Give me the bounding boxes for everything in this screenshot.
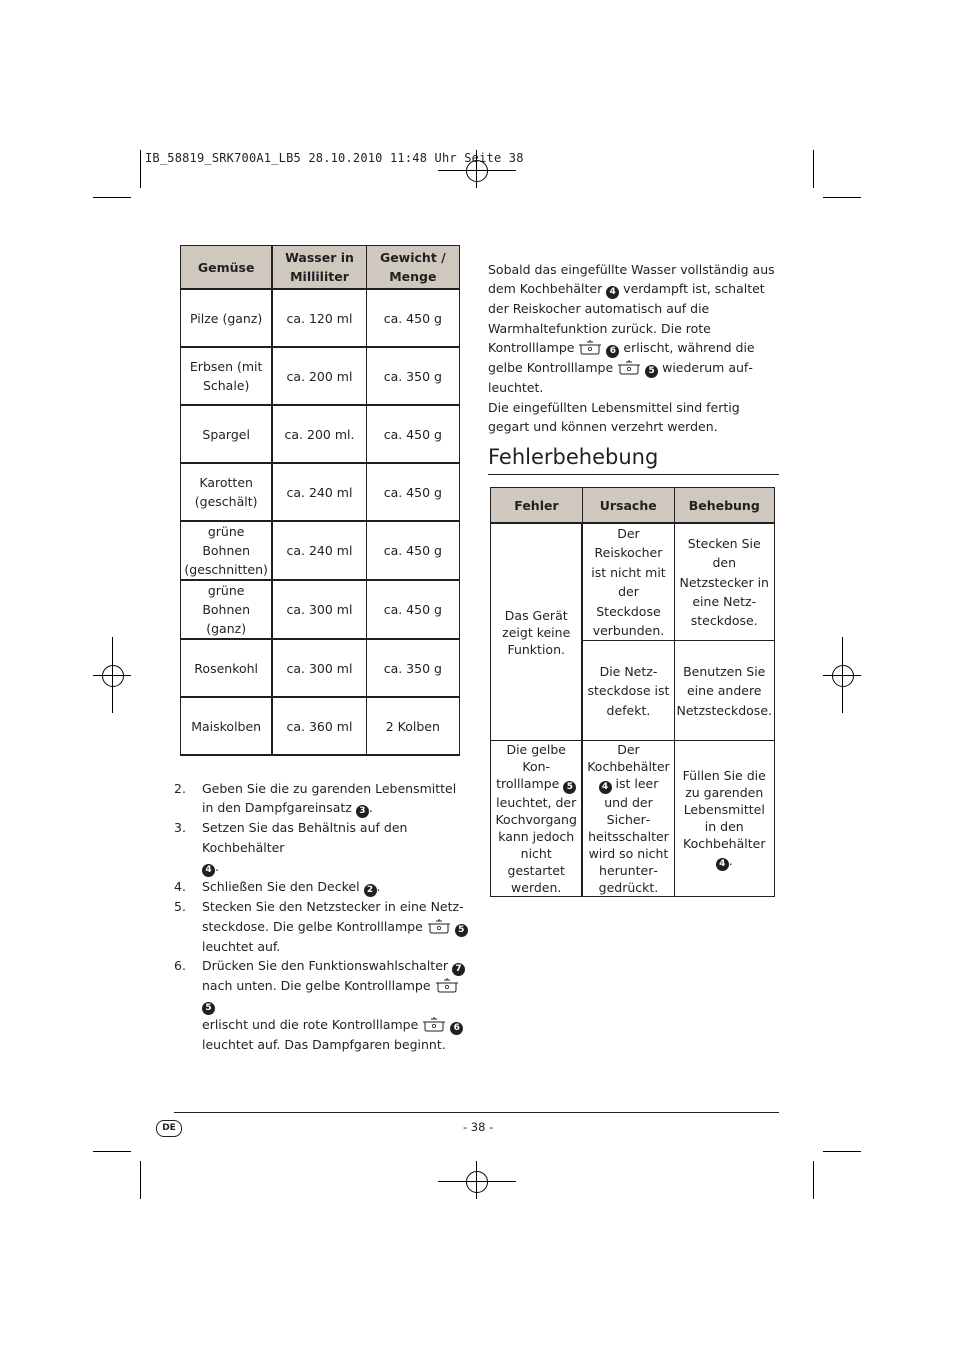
paragraph-text: verdampft ist, schaltet der Reiskocher automatisch auf die Warmhaltefunktion zurück. Die rote Kontrolllampe	[488, 281, 765, 356]
table-cell: Spargel	[181, 405, 273, 463]
step-text: Stecken Sie den Netzstecker in eine Netzsteckdose. Die gelbe Kontrolllampe	[202, 899, 464, 934]
part-reference-badge: 3	[356, 805, 369, 818]
table-row	[181, 580, 460, 639]
table-row	[181, 521, 460, 580]
cell-text: Füllen Sie die zu garenden Lebensmittel in den Kochbehälter	[682, 767, 766, 851]
cell-text: Der Kochbehälter	[587, 742, 670, 775]
table-cell: ca. 450 g	[366, 405, 459, 463]
crop-mark	[823, 1151, 861, 1152]
step-text: .	[215, 859, 219, 875]
part-reference-badge: 4	[202, 864, 215, 877]
table-cell: Das Gerät zeigt keine Funktion.	[491, 523, 583, 741]
table-cell: ca. 200 ml	[272, 347, 366, 405]
table-header-row	[181, 246, 460, 290]
table-cell: ca. 450 g	[366, 463, 459, 521]
table-cell: grüne Bohnen (geschnitten)	[181, 521, 273, 580]
rice-cooker-lamp-icon	[578, 339, 602, 355]
table-cell: ca. 450 g	[366, 580, 459, 639]
table-cell: ca. 300 ml	[272, 639, 366, 697]
crop-mark	[813, 1161, 814, 1199]
table-cell: grüne Bohnen (ganz)	[181, 580, 273, 639]
step-text: erlischt und die rote Kontrolllampe	[202, 1017, 419, 1033]
crop-mark	[823, 197, 861, 198]
column-header: Gemüse	[181, 246, 273, 290]
list-item	[174, 779, 469, 818]
step-number: 4.	[174, 879, 186, 895]
table-header-row	[491, 488, 775, 524]
table-cell	[491, 741, 583, 897]
paragraph-text: erlischt, während die gelbe Kontrolllampe	[488, 340, 755, 376]
part-reference-badge: 5	[563, 781, 576, 794]
table-cell	[674, 741, 775, 897]
column-header: Wasser in Milliliter	[272, 246, 366, 290]
list-item	[174, 818, 469, 877]
cell-text: ist leer und der Sicherheitsschalter wird so nicht heruntergedrückt.	[588, 776, 669, 896]
part-reference-badge: 5	[455, 924, 468, 937]
table-cell: Stecken Sie den Netzstecker in eine Netzsteckdose.	[674, 523, 775, 641]
step-text: leuchtet auf.	[202, 938, 281, 954]
crop-mark	[140, 150, 141, 188]
table-cell: ca. 120 ml	[272, 289, 366, 347]
column-header: Behebung	[674, 488, 775, 524]
column-header: Gewicht / Menge	[366, 246, 459, 290]
footer-rule	[174, 1112, 779, 1113]
table-cell: ca. 240 ml	[272, 521, 366, 580]
crop-mark	[93, 1151, 131, 1152]
step-number: 2.	[174, 781, 186, 796]
table-cell: ca. 350 g	[366, 639, 459, 697]
crop-mark	[93, 197, 131, 198]
part-reference-badge: 5	[202, 1002, 215, 1015]
table-cell: Karotten (geschält)	[181, 463, 273, 521]
part-reference-badge: 4	[716, 858, 729, 871]
table-row	[491, 523, 775, 641]
table-cell: ca. 450 g	[366, 289, 459, 347]
table-row	[181, 697, 460, 755]
table-cell: Erbsen (mit Schale)	[181, 347, 273, 405]
column-header: Ursache	[582, 488, 674, 524]
step-number: 5.	[174, 899, 186, 915]
part-reference-badge: 4	[606, 286, 619, 299]
step-number: 3.	[174, 820, 186, 836]
table-cell: ca. 450 g	[366, 521, 459, 580]
part-reference-badge: 6	[450, 1022, 463, 1035]
table-row	[181, 463, 460, 521]
table-cell	[582, 741, 674, 897]
body-paragraph	[488, 260, 783, 436]
troubleshooting-table	[490, 487, 775, 897]
step-text: nach unten. Die gelbe Kontrolllampe	[202, 978, 431, 994]
part-reference-badge: 7	[452, 963, 465, 976]
table-cell: Die Netzsteckdose ist defekt.	[582, 641, 674, 741]
table-row	[181, 289, 460, 347]
cell-text: leuchtet, der Kochvorgang kann jedoch nicht gestartet werden.	[495, 795, 577, 896]
table-cell: Maiskolben	[181, 697, 273, 755]
step-text: Drücken Sie den Funktionswahlschalter	[202, 958, 449, 974]
table-cell: ca. 350 g	[366, 347, 459, 405]
list-item	[174, 897, 469, 956]
page-number: - 38 -	[463, 1120, 494, 1134]
table-row	[181, 347, 460, 405]
list-item	[174, 956, 469, 1055]
column-header: Fehler	[491, 488, 583, 524]
table-cell: Rosenkohl	[181, 639, 273, 697]
step-text: .	[368, 800, 373, 816]
section-title: Fehlerbehebung	[488, 445, 659, 469]
table-cell: ca. 200 ml.	[272, 405, 366, 463]
section-title-rule	[488, 474, 779, 475]
step-text: Geben Sie die zu garenden Lebensmittel in den Dampfgareinsatz	[202, 781, 457, 816]
paragraph-text: wiederum aufleuchtet.	[488, 360, 753, 396]
table-cell: Benutzen Sie eine andere Netzsteckdose.	[674, 641, 775, 741]
part-reference-badge: 5	[645, 365, 658, 378]
step-text: Setzen Sie das Behältnis auf den Kochbehälter	[202, 820, 408, 855]
table-cell: ca. 360 ml	[272, 697, 366, 755]
rice-cooker-lamp-icon	[617, 359, 641, 375]
table-row	[181, 405, 460, 463]
table-row	[181, 639, 460, 697]
rice-cooker-lamp-icon	[435, 977, 459, 993]
print-slug: IB_58819_SRK700A1_LB5 28.10.2010 11:48 Uhr Seite 38	[145, 151, 524, 165]
step-text: leuchtet auf. Das Dampfgaren beginnt.	[202, 1037, 446, 1053]
part-reference-badge: 4	[599, 781, 612, 794]
table-cell: Der Reiskocher ist nicht mit der Steckdose verbunden.	[582, 523, 674, 641]
part-reference-badge: 6	[606, 345, 619, 358]
table-cell: ca. 240 ml	[272, 463, 366, 521]
step-text: Schließen Sie den Deckel	[202, 879, 360, 895]
vegetable-table	[180, 245, 460, 756]
instruction-steps	[174, 779, 469, 1055]
part-reference-badge: 2	[364, 884, 377, 897]
cell-text: .	[728, 852, 733, 868]
language-badge: DE	[156, 1120, 182, 1137]
crop-mark	[813, 150, 814, 188]
cell-text: Die gelbe Kontrolllampe	[496, 742, 566, 792]
step-number: 6.	[174, 958, 186, 974]
table-cell: Pilze (ganz)	[181, 289, 273, 347]
table-cell: 2 Kolben	[366, 697, 459, 755]
step-text: .	[376, 879, 381, 895]
crop-mark	[140, 1161, 141, 1199]
paragraph-text: Sobald das eingefüllte Wasser vollständig aus dem Kochbehälter	[488, 262, 775, 297]
rice-cooker-lamp-icon	[427, 918, 451, 934]
table-cell: ca. 300 ml	[272, 580, 366, 639]
paragraph-text: Die eingefüllten Lebensmittel sind fertig gegart und können verzehrt werden.	[488, 399, 740, 435]
list-item	[174, 877, 469, 897]
table-row	[491, 741, 775, 897]
rice-cooker-lamp-icon	[422, 1016, 446, 1032]
